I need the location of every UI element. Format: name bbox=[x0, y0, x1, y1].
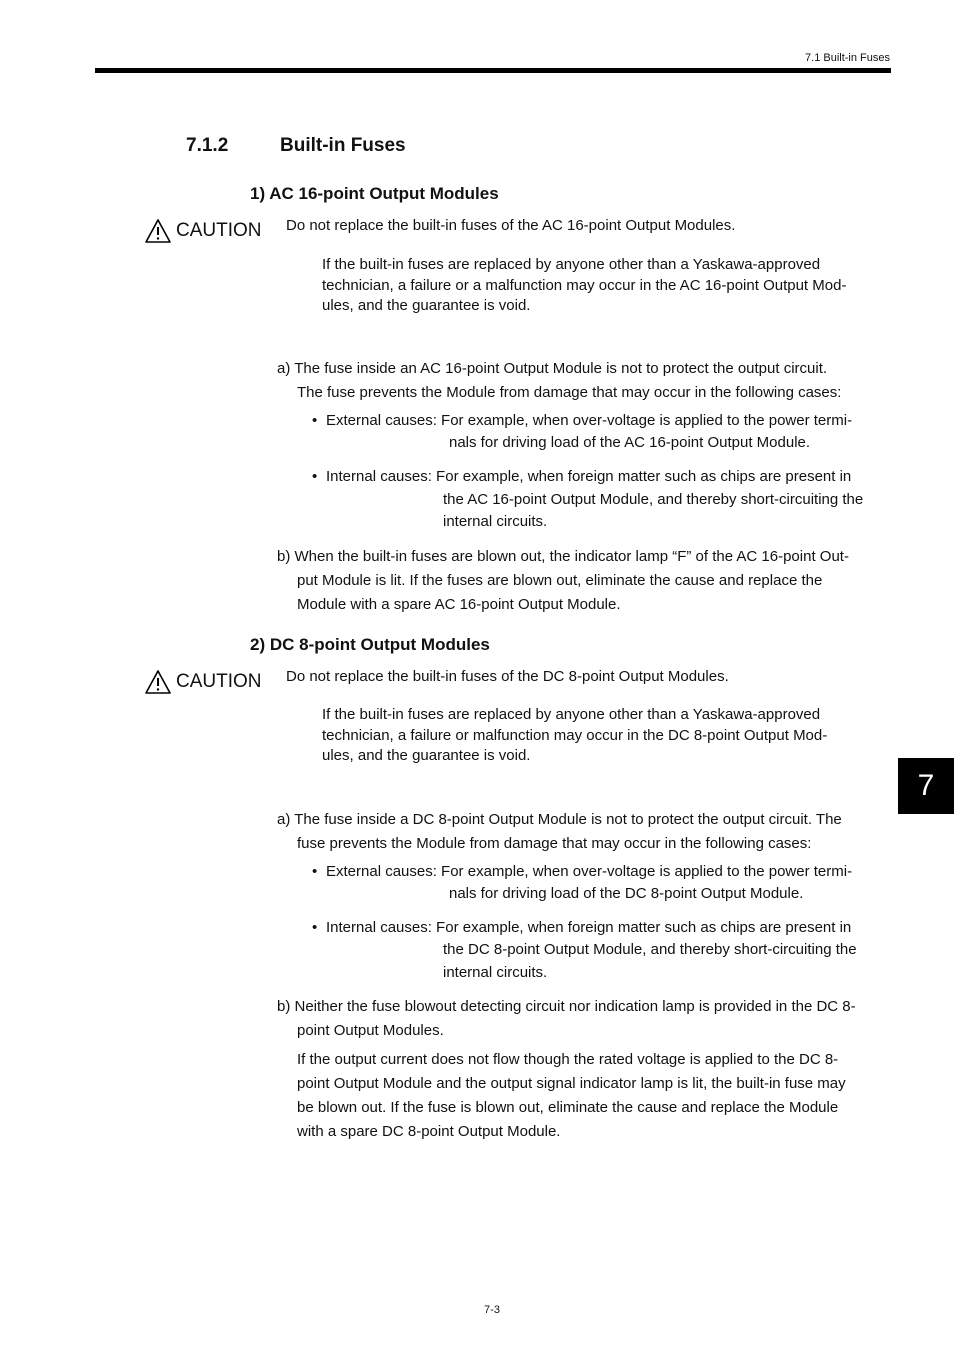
ac-b-line1: b) When the built-in fuses are blown out, the indicator lamp “F” of the AC 16-point Out- bbox=[277, 548, 849, 565]
ac-int-line2: the AC 16-point Output Module, and thereby short-circuiting the bbox=[443, 491, 864, 508]
dc-int-line1: Internal causes: For example, when foreign matter such as chips are present in bbox=[326, 919, 852, 936]
dc-int-line3: internal circuits. bbox=[443, 964, 548, 981]
section-number: 7.1.2 bbox=[186, 135, 229, 156]
ac-ext-line1: External causes: For example, when over-voltage is applied to the power termi- bbox=[326, 412, 853, 429]
ac-caution-label bbox=[144, 218, 262, 244]
ac-caution-detail: If the built-in fuses are replaced by anyone other than a Yaskawa-approved technician, a failure or a malfunction may occur in the AC 16-point Output Mod- ules, and the guarantee is void. bbox=[322, 256, 847, 314]
page-number: 7-3 bbox=[484, 1304, 500, 1316]
ac-bullet-icon: • bbox=[312, 468, 318, 485]
chapter-tab: 7 bbox=[898, 758, 954, 814]
dc-b-extra-4: with a spare DC 8-point Output Module. bbox=[297, 1123, 561, 1140]
dc-b-extra-2: point Output Module and the output signal indicator lamp is lit, the built-in fuse may bbox=[297, 1075, 846, 1092]
ac-b-line3: Module with a spare AC 16-point Output Module. bbox=[297, 596, 621, 613]
dc-b-extra-1: If the output current does not flow though the rated voltage is applied to the DC 8- bbox=[297, 1051, 839, 1068]
section-title: Built-in Fuses bbox=[280, 135, 406, 156]
header-rule bbox=[95, 68, 891, 73]
dc-bullet-icon: • bbox=[312, 919, 318, 936]
ac-a-line1: a) The fuse inside an AC 16-point Output Module is not to protect the output circuit. bbox=[277, 360, 828, 377]
ac-caution-main: Do not replace the built-in fuses of the AC 16-point Output Modules. bbox=[286, 217, 736, 234]
dc-bullet-icon: • bbox=[312, 863, 318, 880]
ac-heading: 1) AC 16-point Output Modules bbox=[250, 184, 499, 203]
dc-ext-line1: External causes: For example, when over-voltage is applied to the power termi- bbox=[326, 863, 853, 880]
ac-b-line2: put Module is lit. If the fuses are blown out, eliminate the cause and replace the bbox=[297, 572, 823, 589]
running-header: 7.1 Built-in Fuses bbox=[805, 52, 890, 64]
dc-caution-main: Do not replace the built-in fuses of the DC 8-point Output Modules. bbox=[286, 668, 729, 685]
ac-ext-line2: nals for driving load of the AC 16-point Output Module. bbox=[449, 434, 811, 451]
dc-a-line2: fuse prevents the Module from damage that may occur in the following cases: bbox=[297, 835, 812, 852]
dc-int-line2: the DC 8-point Output Module, and thereby short-circuiting the bbox=[443, 941, 857, 958]
ac-bullet-icon: • bbox=[312, 412, 318, 429]
ac-a-line2: The fuse prevents the Module from damage that may occur in the following cases: bbox=[297, 384, 842, 401]
caution-text: CAUTION bbox=[176, 220, 262, 241]
warning-triangle-icon bbox=[144, 669, 172, 695]
dc-heading: 2) DC 8-point Output Modules bbox=[250, 635, 490, 654]
dc-caution-label bbox=[144, 669, 262, 695]
dc-b-extra-3: be blown out. If the fuse is blown out, eliminate the cause and replace the Module bbox=[297, 1099, 839, 1116]
dc-a-line1: a) The fuse inside a DC 8-point Output Module is not to protect the output circuit. The bbox=[277, 811, 842, 828]
ac-int-line3: internal circuits. bbox=[443, 513, 548, 530]
dc-caution-detail: If the built-in fuses are replaced by anyone other than a Yaskawa-approved technician, a failure or malfunction may occur in the DC 8-point Output Mod- ules, and the guarantee is void. bbox=[322, 706, 828, 764]
dc-ext-line2: nals for driving load of the DC 8-point Output Module. bbox=[449, 885, 804, 902]
warning-triangle-icon bbox=[144, 218, 172, 244]
dc-b-line2: point Output Modules. bbox=[297, 1022, 444, 1039]
caution-text: CAUTION bbox=[176, 671, 262, 692]
ac-int-line1: Internal causes: For example, when foreign matter such as chips are present in bbox=[326, 468, 852, 485]
dc-b-line1: b) Neither the fuse blowout detecting circuit nor indication lamp is provided in the DC 8- bbox=[277, 998, 856, 1015]
